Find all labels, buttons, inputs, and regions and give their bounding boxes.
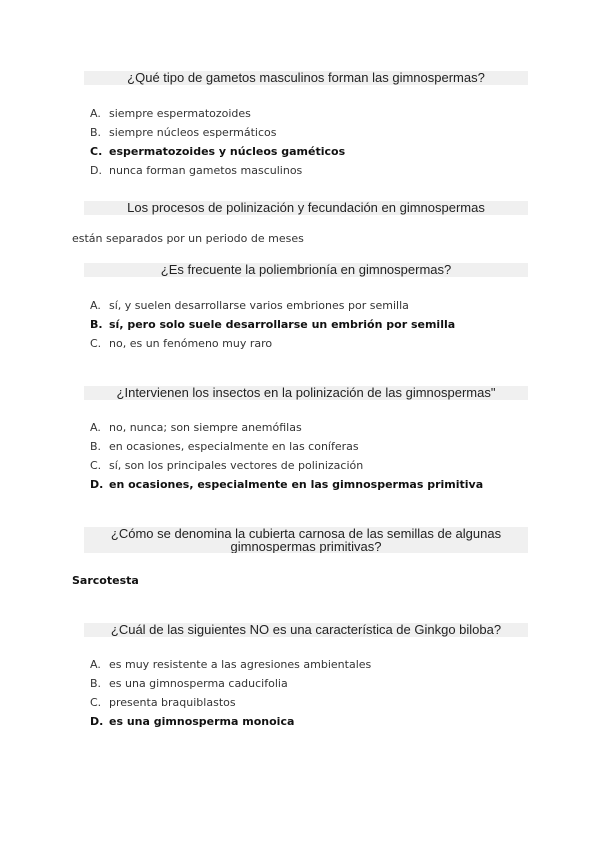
option-a (90, 418, 483, 437)
option-d (90, 161, 345, 180)
option-letter: C. (90, 459, 102, 472)
option-b-correct (90, 315, 455, 334)
option-text: sí, y suelen desarrollarse varios embriones por semilla (109, 299, 409, 312)
question-5: ¿Cómo se denomina la cubierta carnosa de las semillas de algunas gimnospermas primitivas? (84, 527, 528, 553)
option-text: sí, pero solo suele desarrollarse un embrión por semilla (109, 318, 456, 331)
option-b (90, 123, 345, 142)
option-letter: A. (90, 107, 101, 120)
option-c (90, 334, 455, 353)
option-text: en ocasiones, especialmente en las gimnospermas primitiva (109, 478, 484, 491)
question-1: ¿Qué tipo de gametos masculinos forman las gimnospermas? (84, 71, 528, 85)
answer-5: Sarcotesta (72, 574, 139, 587)
question-6-options (90, 655, 371, 731)
option-letter: D. (90, 478, 104, 491)
option-b (90, 437, 483, 456)
option-text: no, nunca; son siempre anemófilas (109, 421, 302, 434)
option-text: siempre núcleos espermáticos (109, 126, 277, 139)
option-text: no, es un fenómeno muy raro (109, 337, 273, 350)
answer-2: están separados por un periodo de meses (72, 232, 304, 245)
option-letter: B. (90, 318, 103, 331)
question-3: ¿Es frecuente la poliembrionía en gimnospermas? (84, 263, 528, 277)
option-a (90, 296, 455, 315)
option-a (90, 104, 345, 123)
option-letter: D. (90, 715, 104, 728)
option-letter: B. (90, 440, 102, 453)
question-3-options (90, 296, 455, 353)
option-letter: C. (90, 337, 102, 350)
option-text: sí, son los principales vectores de polinización (109, 459, 364, 472)
option-letter: A. (90, 421, 101, 434)
option-c (90, 693, 371, 712)
option-text: es muy resistente a las agresiones ambientales (109, 658, 372, 671)
question-4: ¿Intervienen los insectos en la polinización de las gimnospermas" (84, 386, 528, 400)
option-text: es una gimnosperma monoica (109, 715, 295, 728)
option-letter: C. (90, 696, 102, 709)
option-c (90, 456, 483, 475)
question-6: ¿Cuál de las siguientes NO es una característica de Ginkgo biloba? (84, 623, 528, 637)
option-letter: B. (90, 126, 102, 139)
option-d-correct (90, 712, 371, 731)
option-d-correct (90, 475, 483, 494)
option-text: es una gimnosperma caducifolia (109, 677, 288, 690)
option-text: nunca forman gametos masculinos (109, 164, 303, 177)
option-letter: C. (90, 145, 103, 158)
option-letter: A. (90, 658, 101, 671)
option-text: siempre espermatozoides (109, 107, 251, 120)
option-letter: A. (90, 299, 101, 312)
option-c-correct (90, 142, 345, 161)
option-b (90, 674, 371, 693)
option-letter: B. (90, 677, 102, 690)
option-text: espermatozoides y núcleos gaméticos (109, 145, 346, 158)
option-text: en ocasiones, especialmente en las coníferas (109, 440, 359, 453)
option-a (90, 655, 371, 674)
question-1-options (90, 104, 345, 180)
question-2: Los procesos de polinización y fecundación en gimnospermas (84, 201, 528, 215)
option-text: presenta braquiblastos (109, 696, 236, 709)
option-letter: D. (90, 164, 102, 177)
question-4-options (90, 418, 483, 494)
